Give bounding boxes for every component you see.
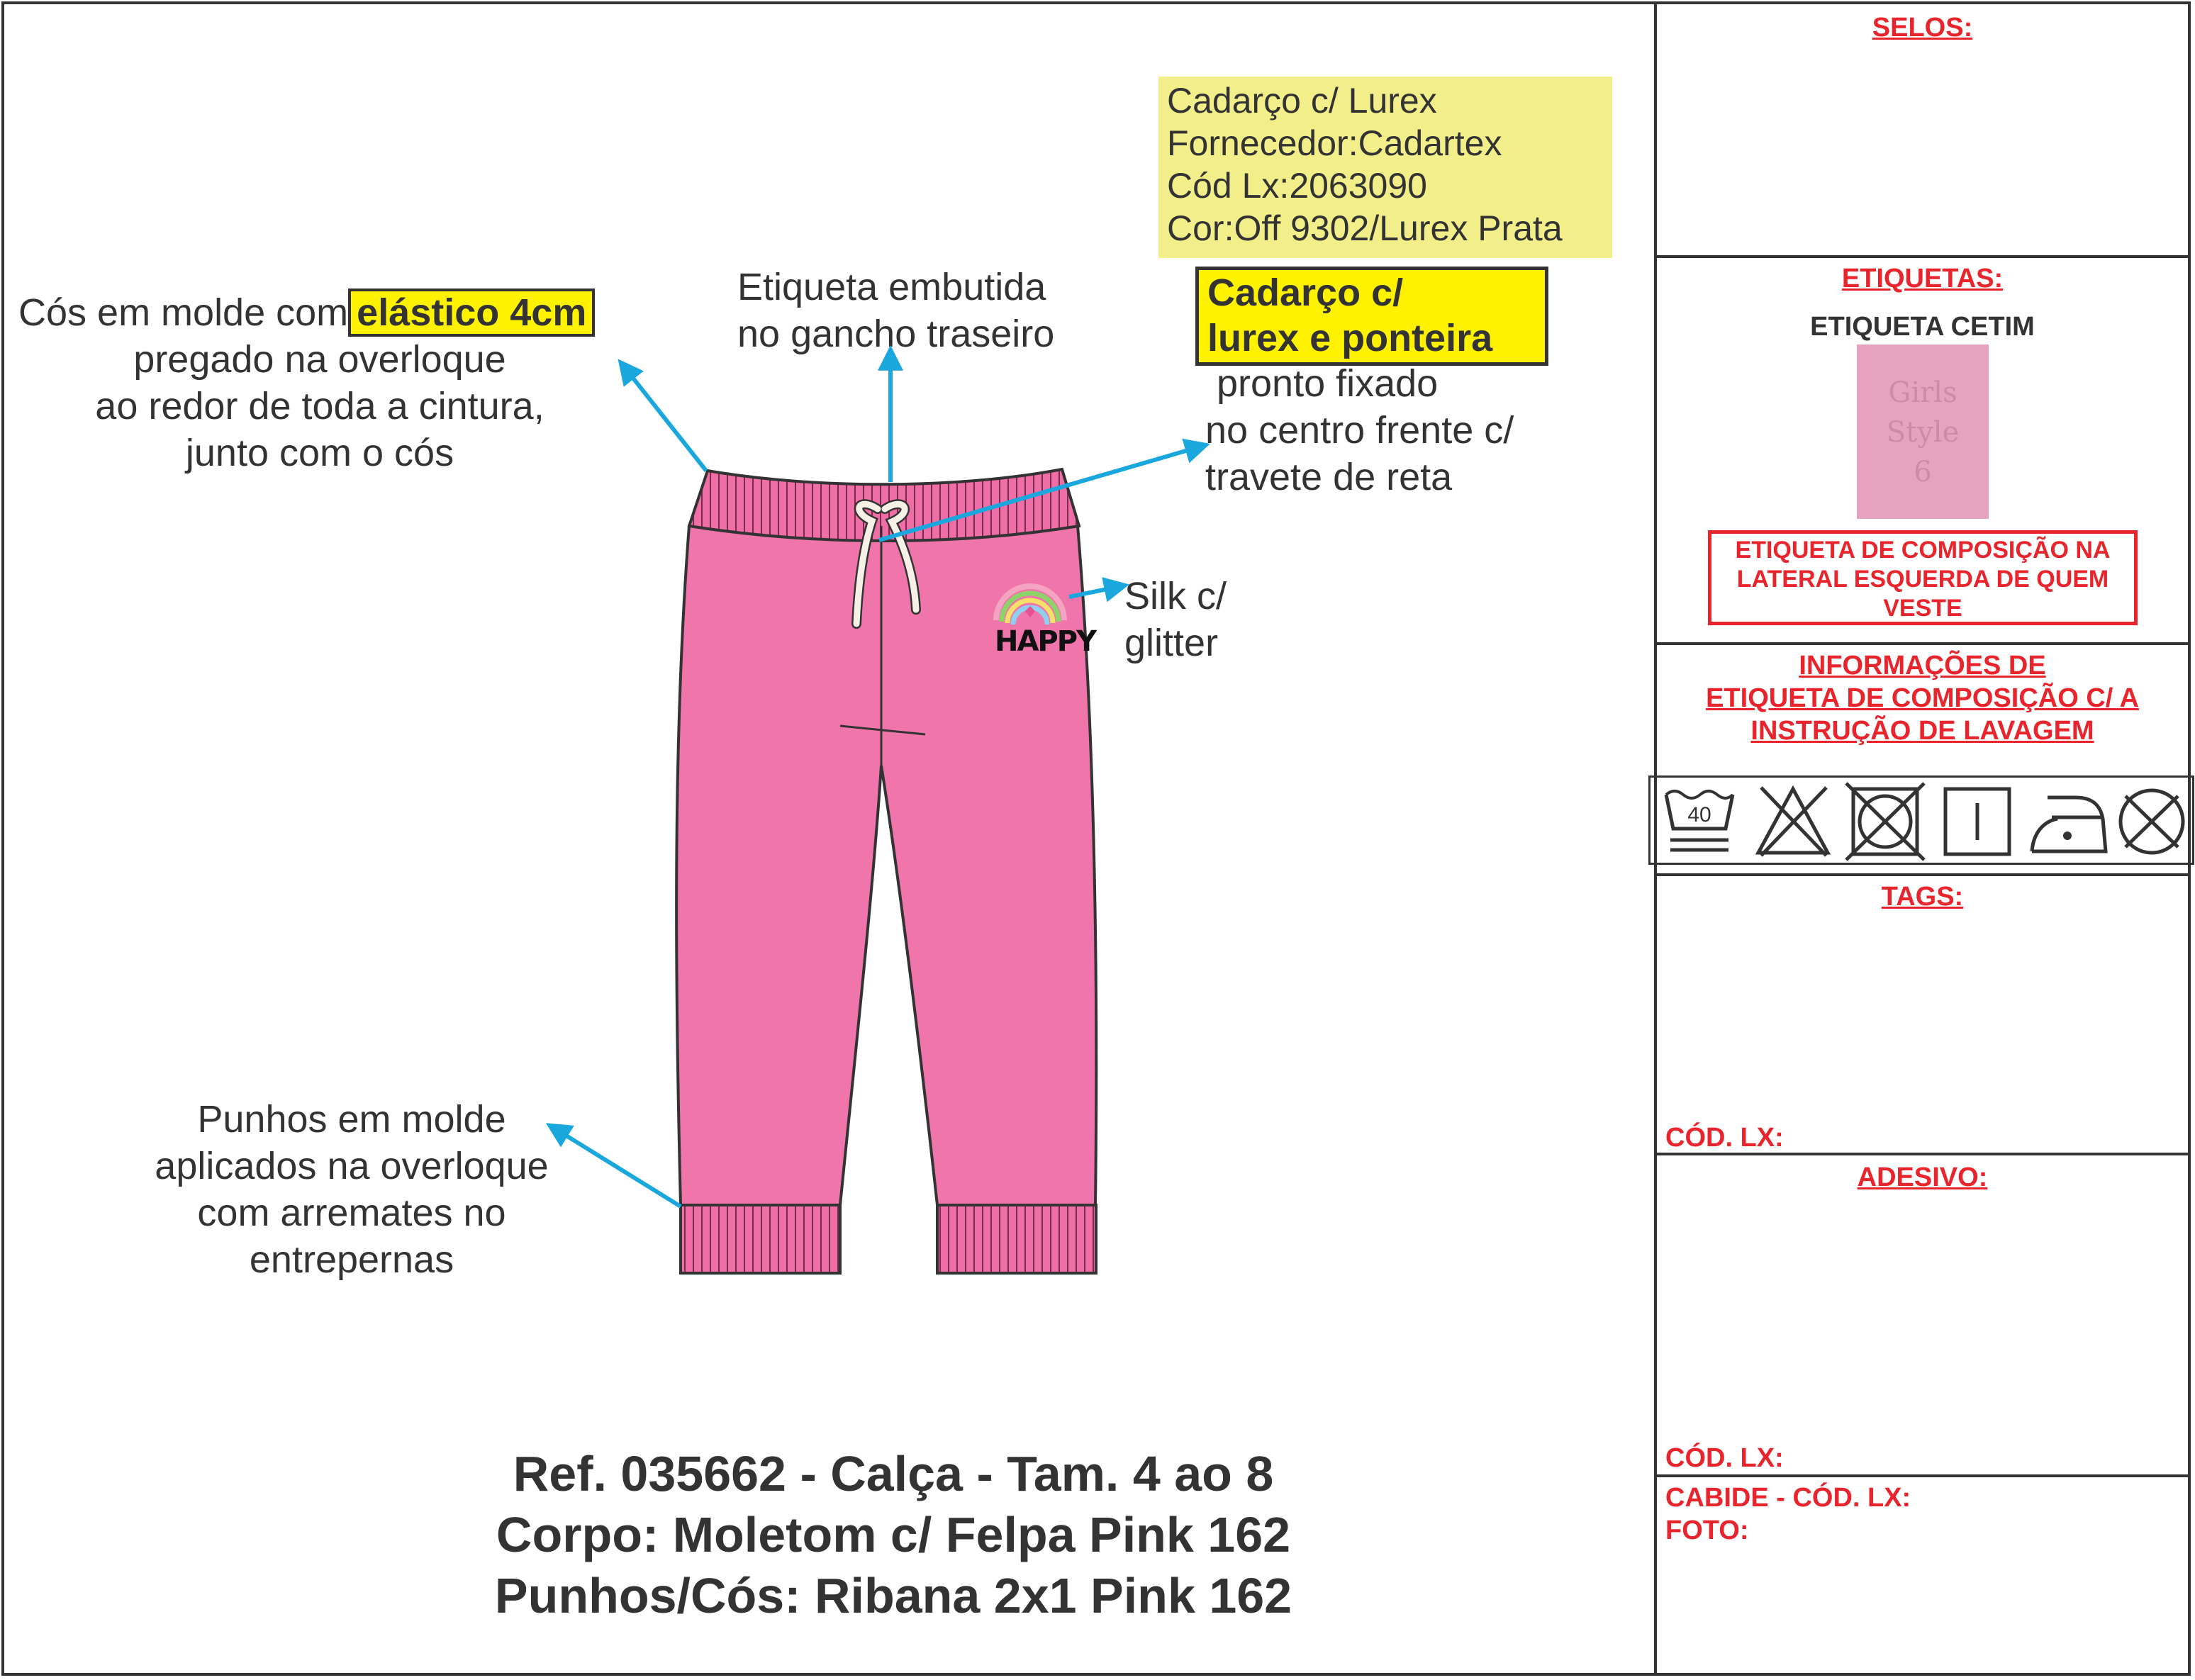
info-line-1: INFORMAÇÕES DE	[1799, 651, 2046, 681]
selos-section	[1654, 1, 2191, 258]
drawcord-after-3: travete de reta	[1205, 456, 1453, 498]
do-not-dry-clean-icon	[2110, 782, 2194, 861]
adesivo-cod-lx: CÓD. LX:	[1665, 1443, 1784, 1473]
do-not-tumble-dry-icon	[1843, 782, 1927, 861]
etiquetas-heading: ETIQUETAS:	[1841, 264, 2004, 293]
cuffs-text-2: aplicados na overloque	[155, 1145, 549, 1187]
tags-heading: TAGS:	[1881, 882, 1964, 912]
cabide-section	[1654, 1477, 2191, 1676]
swatch-line-2: Style	[1886, 416, 1960, 449]
foto-label: FOTO:	[1665, 1516, 1749, 1545]
info-section	[1654, 645, 2191, 876]
drawcord-line-1: Cadarço c/	[1207, 271, 1404, 314]
care-icons-strip	[1648, 775, 2194, 865]
label-back-text-1: Etiqueta embutida	[737, 266, 1046, 308]
title-ref: Ref. 035662 - Calça - Tam. 4 ao 8	[513, 1446, 1274, 1501]
info-line-3: INSTRUÇÃO DE LAVAGEM	[1750, 716, 2094, 746]
title-cuffs: Punhos/Cós: Ribana 2x1 Pink 162	[494, 1568, 1292, 1623]
etiquetas-section	[1654, 258, 2191, 645]
selos-heading: SELOS:	[1872, 13, 1973, 43]
tags-section	[1654, 876, 2191, 1155]
do-not-bleach-icon	[1751, 782, 1835, 861]
cabide-cod-lx: CABIDE - CÓD. LX:	[1665, 1483, 1911, 1513]
cuffs-text-4: entrepernas	[249, 1238, 454, 1281]
supplier-line-4: Cor:Off 9302/Lurex Prata	[1167, 208, 1563, 248]
supplier-line-1: Cadarço c/ Lurex	[1167, 81, 1437, 121]
title-block	[397, 1443, 1390, 1626]
silk-text-2: glitter	[1124, 622, 1219, 664]
adesivo-heading: ADESIVO:	[1857, 1163, 1988, 1192]
left-cuff	[681, 1205, 840, 1273]
cuffs-text-3: com arremates no	[197, 1192, 506, 1234]
adesivo-section	[1654, 1155, 2191, 1477]
elastic-highlight: elástico 4cm	[348, 289, 595, 337]
composition-note: ETIQUETA DE COMPOSIÇÃO NA LATERAL ESQUERDA DE QUEM VESTE	[1708, 530, 2138, 625]
tags-cod-lx: CÓD. LX:	[1665, 1123, 1784, 1153]
drawcord-line-2: lurex e ponteira	[1207, 317, 1493, 359]
swatch-line-3: 6	[1914, 456, 1932, 488]
satin-label-swatch	[1857, 345, 1989, 519]
etiqueta-cetim-label: ETIQUETA CETIM	[1810, 312, 2035, 342]
silk-text-1: Silk c/	[1124, 575, 1227, 617]
happy-text: HAPPY	[995, 625, 1096, 658]
supplier-line-2: Fornecedor:Cadartex	[1167, 123, 1502, 163]
waistband-text-3: ao redor de toda a cintura,	[95, 385, 544, 427]
cuffs-text-1: Punhos em molde	[197, 1098, 506, 1141]
line-dry-icon	[1936, 782, 2019, 861]
wash-temp-text: 40	[1687, 803, 1711, 827]
right-cuff	[937, 1205, 1096, 1273]
drawcord-after-1: pronto fixado	[1217, 362, 1439, 405]
waistband-text-1: Cós em molde com	[18, 291, 349, 334]
waistband-text-2: pregado na overloque	[133, 338, 506, 381]
iron-low-icon	[2026, 782, 2110, 861]
drawcord-after-2: no centro frente c/	[1205, 409, 1514, 452]
swatch-line-1: Girls	[1888, 376, 1957, 409]
info-line-2: ETIQUETA DE COMPOSIÇÃO C/ A	[1706, 683, 2139, 713]
wash-40-gentle-icon	[1658, 782, 1741, 861]
supplier-line-3: Cód Lx:2063090	[1167, 166, 1427, 206]
label-back-text-2: no gancho traseiro	[737, 313, 1055, 355]
waistband-text-4: junto com o cós	[185, 432, 454, 474]
title-body: Corpo: Moletom c/ Felpa Pink 162	[496, 1507, 1291, 1562]
